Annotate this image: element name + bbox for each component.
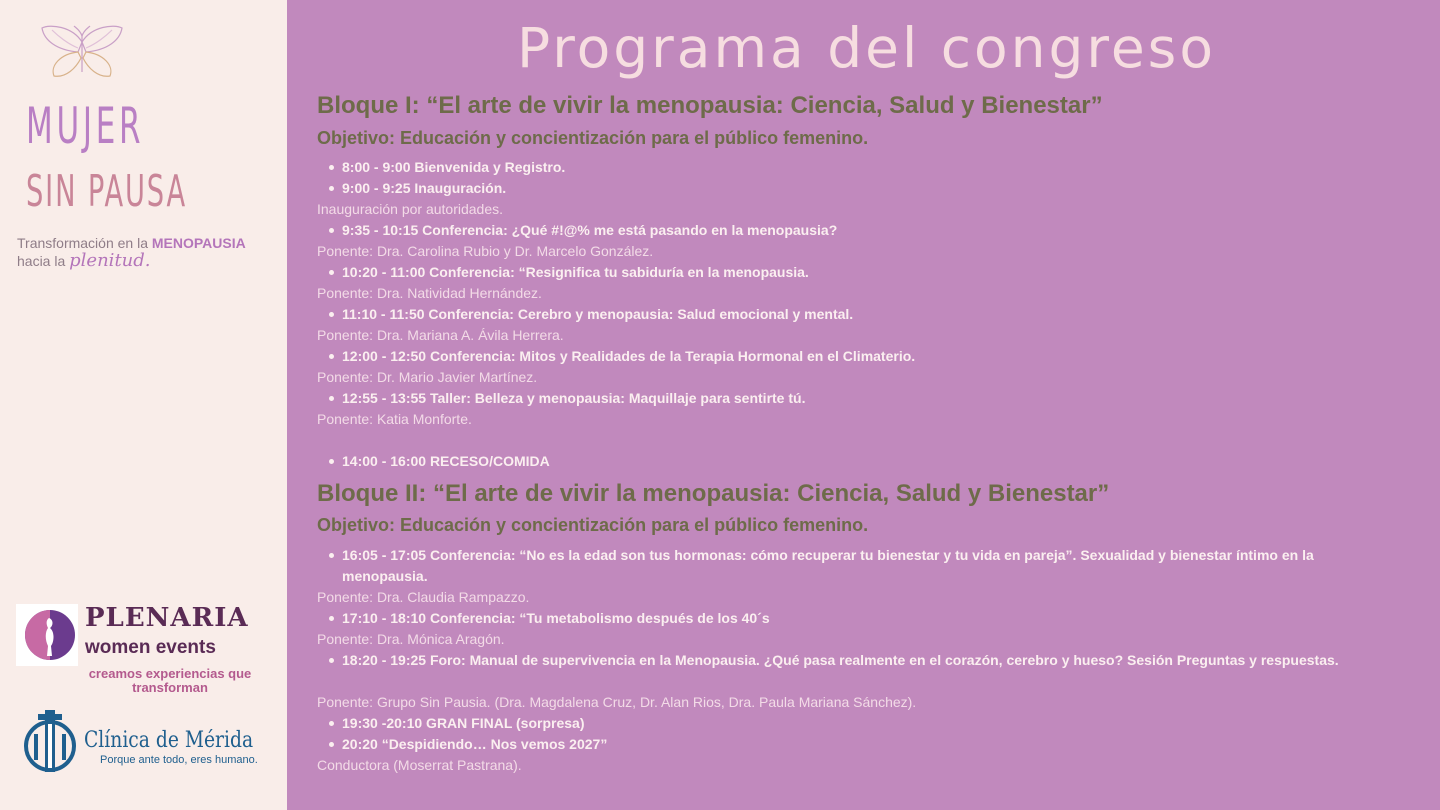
block2-title: Bloque II: “El arte de vivir la menopausia: Ciencia, Salud y Bienestar”	[317, 480, 1110, 507]
schedule-item: 17:10 - 18:10 Conferencia: “Tu metabolismo después de los 40´s	[342, 608, 1372, 629]
clinica-logo-icon	[22, 706, 78, 774]
schedule-note: Inauguración por autoridades.	[317, 201, 504, 217]
schedule-note: Conductora (Moserrat Pastrana).	[317, 757, 522, 773]
schedule-item: 19:30 -20:10 GRAN FINAL (sorpresa)	[342, 713, 1372, 734]
tagline-highlight: MENOPAUSIA	[151, 235, 246, 251]
tagline-pre: Transformación en la	[17, 235, 152, 251]
sidebar	[0, 0, 287, 810]
tagline	[17, 234, 246, 270]
schedule-item: 20:20 “Despidiendo… Nos vemos 2027”	[342, 734, 1372, 755]
schedule-note: Ponente: Dra. Carolina Rubio y Dr. Marcelo González.	[317, 243, 654, 259]
plenaria-claim: creamos experiencias que transforman	[88, 666, 252, 695]
schedule-note: Ponente: Grupo Sin Pausia. (Dra. Magdalena Cruz, Dr. Alan Rios, Dra. Paula Mariana Sánchez).	[317, 694, 917, 710]
block1-title: Bloque I: “El arte de vivir la menopausia: Ciencia, Salud y Bienestar”	[317, 92, 1103, 119]
brand-title-line1: MUJER	[26, 97, 145, 155]
program-panel	[287, 0, 1440, 810]
schedule-item: 18:20 - 19:25 Foro: Manual de supervivencia en la Menopausia. ¿Qué pasa realmente en el corazón, cerebro y hueso? Sesión Preguntas y respuestas.	[342, 650, 1372, 671]
plenaria-logo-icon	[16, 604, 78, 666]
schedule-item: 9:00 - 9:25 Inauguración.	[342, 178, 1372, 199]
clinica-slogan: Porque ante todo, eres humano.	[100, 754, 258, 766]
clinica-name: Clínica de Mérida	[84, 728, 254, 753]
schedule-item: 11:10 - 11:50 Conferencia: Cerebro y menopausia: Salud emocional y mental.	[342, 304, 1372, 325]
block2-objective: Objetivo: Educación y concientización para el público femenino.	[317, 515, 869, 535]
schedule-item: 12:00 - 12:50 Conferencia: Mitos y Realidades de la Terapia Hormonal en el Climaterio.	[342, 346, 1372, 367]
schedule-item: 8:00 - 9:00 Bienvenida y Registro.	[342, 157, 1372, 178]
tagline-line2: hacia la	[17, 253, 70, 269]
schedule-note: Ponente: Dra. Claudia Rampazzo.	[317, 589, 530, 605]
schedule-note: Ponente: Dra. Mónica Aragón.	[317, 631, 505, 647]
schedule-item: 16:05 - 17:05 Conferencia: “No es la edad son tus hormonas: cómo recuperar tu bienestar y tu vida en pareja”. Sexualidad y bienestar íntimo en la menopausia.	[342, 545, 1372, 587]
tagline-script: plenitud.	[69, 250, 151, 271]
page-title: Programa del congreso	[517, 16, 1216, 80]
butterfly-icon	[38, 22, 126, 80]
schedule-item: 10:20 - 11:00 Conferencia: “Resignifica tu sabiduría en la menopausia.	[342, 262, 1372, 283]
break-item: 14:00 - 16:00 RECESO/COMIDA	[342, 451, 1372, 472]
plenaria-subtitle: women events	[85, 637, 216, 658]
schedule-note: Ponente: Dra. Natividad Hernández.	[317, 285, 542, 301]
schedule-note: Ponente: Dra. Mariana A. Ávila Herrera.	[317, 327, 564, 343]
plenaria-name: PLENARIA	[85, 603, 249, 633]
brand-title-line2: SIN PAUSA	[26, 166, 188, 217]
block1-objective: Objetivo: Educación y concientización para el público femenino.	[317, 128, 869, 148]
schedule-item: 9:35 - 10:15 Conferencia: ¿Qué #!@% me está pasando en la menopausia?	[342, 220, 1372, 241]
schedule-note: Ponente: Katia Monforte.	[317, 411, 472, 427]
schedule-item: 12:55 - 13:55 Taller: Belleza y menopausia: Maquillaje para sentirte tú.	[342, 388, 1372, 409]
schedule-note: Ponente: Dr. Mario Javier Martínez.	[317, 369, 538, 385]
